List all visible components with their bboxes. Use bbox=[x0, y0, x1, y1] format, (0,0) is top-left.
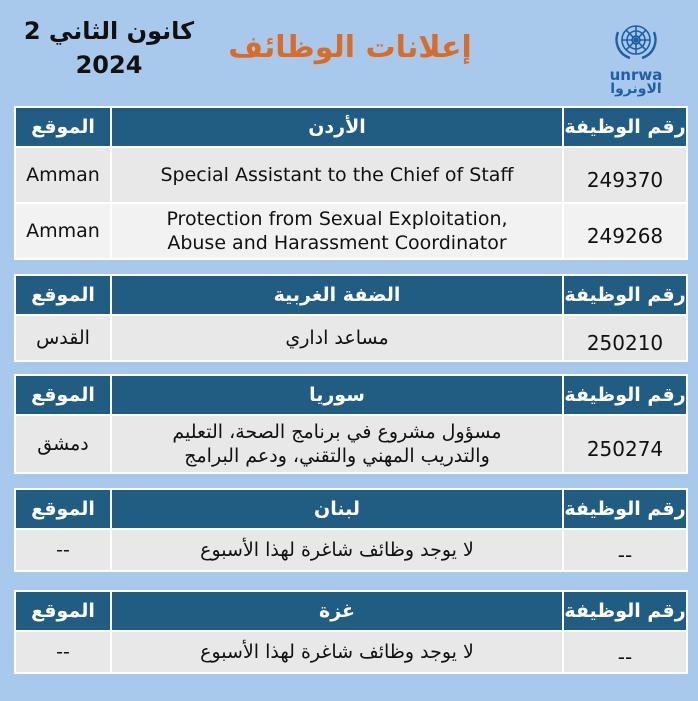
table-header-row bbox=[15, 489, 687, 529]
location-header: الموقع bbox=[15, 275, 111, 315]
job-title-line: Abuse and Harassment Coordinator bbox=[167, 232, 507, 254]
region-header: غزة bbox=[111, 591, 563, 631]
job-number-header: رقم الوظيفة bbox=[563, 107, 687, 147]
un-emblem-icon bbox=[600, 16, 672, 66]
job-title-line: والتدريب المهني والتقني، ودعم البرامج bbox=[184, 445, 490, 467]
page-title: إعلانات الوظائف bbox=[228, 30, 472, 65]
table-header-row bbox=[15, 375, 687, 415]
job-number-header: رقم الوظيفة bbox=[563, 591, 687, 631]
job-number: -- bbox=[563, 529, 687, 571]
job-location: -- bbox=[15, 529, 111, 571]
job-number: 249268 bbox=[563, 203, 687, 259]
table-row bbox=[15, 529, 687, 571]
syria-jobs-table bbox=[14, 374, 688, 474]
page-header bbox=[0, 0, 698, 100]
table-row bbox=[15, 203, 687, 259]
job-location: Amman bbox=[15, 147, 111, 203]
job-title bbox=[111, 529, 563, 571]
location-header: الموقع bbox=[15, 107, 111, 147]
table-row bbox=[15, 631, 687, 673]
job-title-line: لا يوجد وظائف شاغرة لهذا الأسبوع bbox=[200, 539, 474, 561]
job-location: Amman bbox=[15, 203, 111, 259]
date-year: 2024 bbox=[75, 51, 143, 79]
job-title bbox=[111, 315, 563, 361]
table-header-row bbox=[15, 107, 687, 147]
region-header: الأردن bbox=[111, 107, 563, 147]
job-title-line: مساعد اداري bbox=[285, 327, 389, 349]
job-number-header: رقم الوظيفة bbox=[563, 489, 687, 529]
jordan-jobs-table bbox=[14, 106, 688, 260]
logo-text-en: unrwa bbox=[609, 66, 663, 84]
job-number: -- bbox=[563, 631, 687, 673]
job-title bbox=[111, 203, 563, 259]
lebanon-jobs-table bbox=[14, 488, 688, 572]
job-location: القدس bbox=[15, 315, 111, 361]
table-header-row bbox=[15, 275, 687, 315]
table-row bbox=[15, 315, 687, 361]
unrwa-logo bbox=[600, 16, 672, 96]
job-title bbox=[111, 631, 563, 673]
logo-text-ar: الاونروا bbox=[610, 81, 662, 97]
table-row bbox=[15, 147, 687, 203]
job-number: 250210 bbox=[563, 315, 687, 361]
location-header: الموقع bbox=[15, 489, 111, 529]
job-title bbox=[111, 415, 563, 473]
location-header: الموقع bbox=[15, 591, 111, 631]
date-day-month: 2 كانون الثاني bbox=[23, 17, 195, 45]
date-label bbox=[14, 14, 204, 82]
west-bank-jobs-table bbox=[14, 274, 688, 362]
job-title-line: مسؤول مشروع في برنامج الصحة، التعليم bbox=[172, 421, 502, 443]
region-header: الضفة الغربية bbox=[111, 275, 563, 315]
job-number: 249370 bbox=[563, 147, 687, 203]
job-number: 250274 bbox=[563, 415, 687, 473]
region-header: لبنان bbox=[111, 489, 563, 529]
job-title-line: لا يوجد وظائف شاغرة لهذا الأسبوع bbox=[200, 641, 474, 663]
job-title bbox=[111, 147, 563, 203]
job-number-header: رقم الوظيفة bbox=[563, 375, 687, 415]
job-location: دمشق bbox=[15, 415, 111, 473]
table-header-row bbox=[15, 591, 687, 631]
job-location: -- bbox=[15, 631, 111, 673]
table-row bbox=[15, 415, 687, 473]
location-header: الموقع bbox=[15, 375, 111, 415]
job-title-line: Protection from Sexual Exploitation, bbox=[166, 208, 508, 230]
gaza-jobs-table bbox=[14, 590, 688, 674]
job-number-header: رقم الوظيفة bbox=[563, 275, 687, 315]
job-title-line: Special Assistant to the Chief of Staff bbox=[160, 164, 514, 186]
region-header: سوريا bbox=[111, 375, 563, 415]
